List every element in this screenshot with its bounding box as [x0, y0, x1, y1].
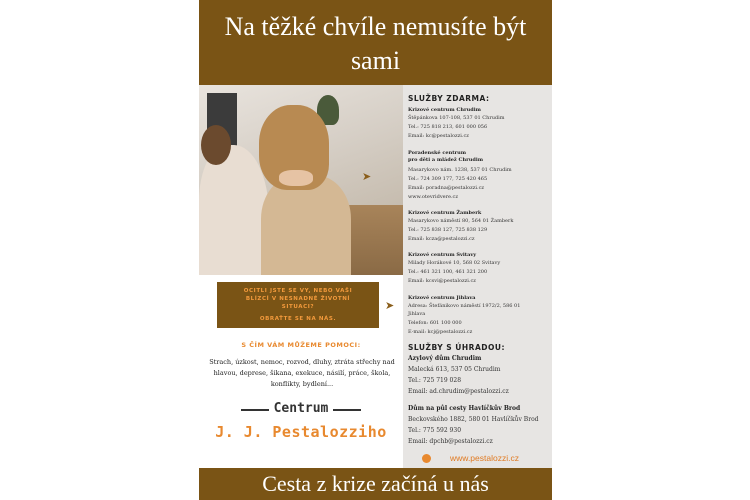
center-email[interactable]: E-mail: kcj@pestalozzi.cz [408, 329, 473, 335]
photo-woman-body [261, 175, 351, 275]
center-phone: Tel.: 775 592 930 [408, 427, 462, 434]
center-name: Krizové centrum Chrudim [408, 107, 481, 113]
footer-title: Cesta z krize začíná u nás [262, 471, 489, 496]
chevron-right-icon: ➤ [385, 299, 395, 312]
center-phone: Tel.: 725 818 213, 601 000 056 [408, 124, 488, 130]
center-email[interactable]: Email: ad.chrudim@pestalozzi.cz [408, 388, 509, 395]
center-phone: Telefon: 601 100 000 [408, 320, 462, 326]
callout-line-3: OBRAŤTE SE NA NÁS. [259, 316, 337, 322]
center-address: Beckovského 1882, 580 01 Havlíčkův Brod [408, 416, 539, 423]
header-banner [199, 0, 552, 85]
center-address: Masarykovo nám. 1238, 537 01 Chrudim [408, 167, 512, 173]
photo-comforting-person-head [201, 125, 231, 165]
center-name: Dům na půl cesty Havlíčkův Brod [408, 405, 521, 412]
logo-top [231, 402, 371, 418]
services-sidebar [403, 85, 552, 468]
counseling-photo [199, 85, 403, 275]
logo-name: J. J. Pestalozziho [215, 423, 387, 441]
website-link[interactable] [408, 452, 548, 466]
center-address: Malecká 613, 537 05 Chrudim [408, 366, 501, 373]
center-name: Poradenské centrum pro děti a mládež Chrudim [408, 150, 484, 163]
logo-word-centrum: Centrum [273, 401, 329, 416]
center-address: Adresa: Štefánikovo náměstí 1972/2, 586 01 [408, 303, 521, 309]
center-phone: Tel.: 461 321 100, 461 321 200 [408, 269, 488, 275]
center-name: Krizové centrum Žamberk [408, 210, 482, 216]
callout-box [217, 282, 379, 328]
help-text: Strach, úzkost, nemoc, rozvod, dluhy, ztráta střechy nad hlavou, deprese, šikana, exekuce, násilí, práce, škola, konflikty, bydlení... [209, 358, 395, 388]
paid-services-heading: SLUŽBY S ÚHRADOU: [408, 343, 505, 352]
center-website[interactable]: www.otevridvere.cz [408, 194, 458, 200]
callout-line-2: BLÍZCÍ V NESNADNÉ ŽIVOTNÍ [245, 296, 351, 302]
center-name: Krizové centrum Svitavy [408, 252, 477, 258]
free-services-heading: SLUŽBY ZDARMA: [408, 94, 490, 103]
center-name: Azylový dům Chrudim [408, 355, 482, 362]
center-phone: Tel.: 724 309 177, 725 420 465 [408, 176, 488, 182]
photo-comforting-person [199, 145, 269, 275]
help-heading: S ČÍM VÁM MŮŽEME POMOCI: [241, 341, 361, 349]
callout-line-1: OCITLI JSTE SE VY, NEBO VAŠI [243, 288, 353, 294]
center-email[interactable]: Email: kc@pestalozzi.cz [408, 133, 469, 139]
photo-hand [279, 170, 313, 186]
center-email[interactable]: Email: dpchb@pestalozzi.cz [408, 438, 493, 445]
center-phone: Tel.: 725 719 028 [408, 377, 462, 384]
center-phone: Tel.: 725 838 127, 725 838 129 [408, 227, 488, 233]
header-title: Na těžké chvíle nemusíte být sami [224, 12, 527, 75]
center-address: Masarykovo náměstí 80, 564 01 Žamberk [408, 218, 514, 224]
globe-icon [422, 454, 431, 463]
center-address: Milady Horákové 10, 568 02 Svitavy [408, 260, 501, 266]
chevron-right-icon: ➤ [362, 170, 372, 183]
callout-line-2b: SITUACI? [281, 304, 315, 310]
center-email[interactable]: Email: poradna@pestalozzi.cz [408, 185, 485, 191]
center-address-city: Jihlava [408, 311, 426, 317]
website-url[interactable]: www.pestalozzi.cz [450, 453, 519, 463]
center-email[interactable]: Email: kcsvi@pestalozzi.cz [408, 278, 476, 284]
logo-bar-right [333, 409, 361, 411]
center-address: Štěpánkova 107-108, 537 01 Chrudim [408, 115, 505, 121]
center-email[interactable]: Email: kcza@pestalozzi.cz [408, 236, 475, 242]
poster [199, 0, 552, 500]
center-name: Krizové centrum Jihlava [408, 295, 476, 301]
footer-banner [199, 468, 552, 500]
